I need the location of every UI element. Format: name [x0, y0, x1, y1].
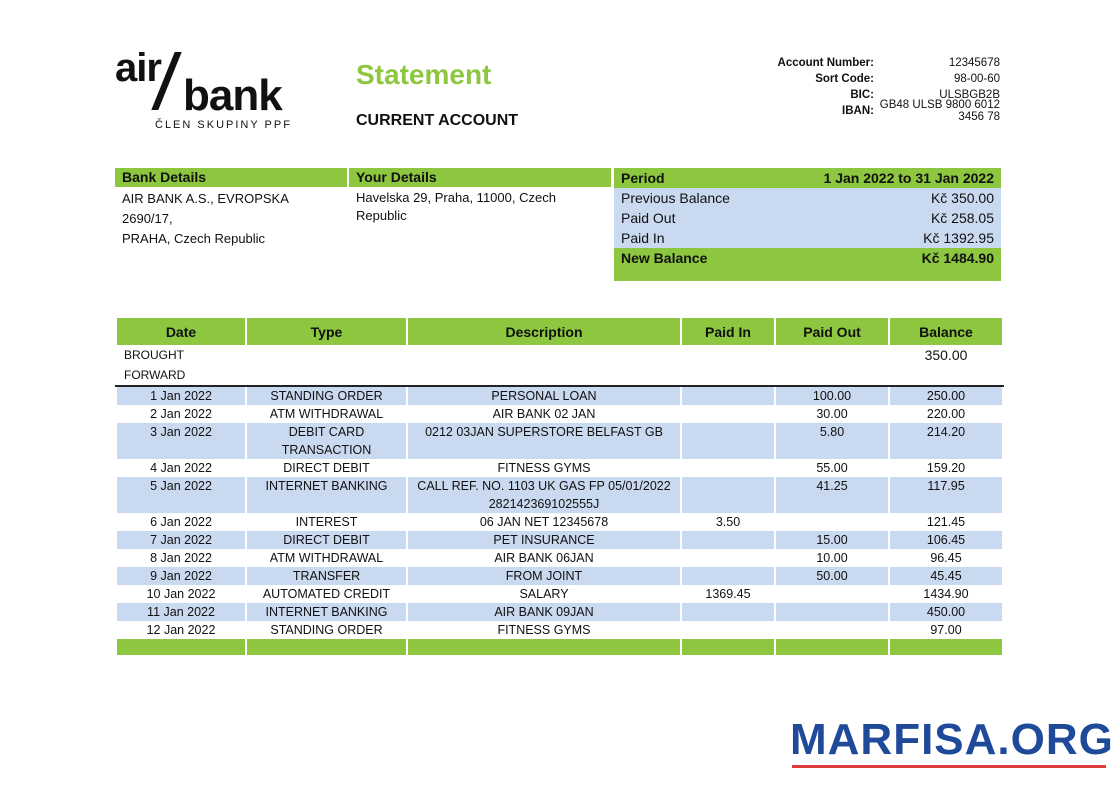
row-description: FITNESS GYMS [407, 621, 681, 639]
iban-value: GB48 ULSB 9800 6012 3456 78 [879, 99, 1000, 123]
account-number-label: Account Number: [777, 57, 874, 69]
your-details-header: Your Details [349, 168, 611, 187]
empty-cell [775, 345, 889, 386]
account-number-value: 12345678 [948, 57, 1000, 69]
table-row [116, 585, 1003, 603]
brought-forward-label: BROUGHT FORWARD [116, 345, 246, 386]
your-details-line1: Havelska 29, Praha, 11000, Czech [356, 190, 556, 205]
row-paid-out [775, 621, 889, 639]
account-type: CURRENT ACCOUNT [356, 112, 519, 129]
brought-forward-balance: 350.00 [889, 345, 1003, 386]
sort-code-label: Sort Code: [815, 73, 874, 85]
previous-balance-value: Kč 350.00 [930, 190, 994, 206]
row-paid-out: 5.80 [775, 423, 889, 459]
row-type: ATM WITHDRAWAL [246, 549, 407, 567]
iban-row [760, 99, 1000, 123]
row-date: 10 Jan 2022 [116, 585, 246, 603]
row-date: 1 Jan 2022 [116, 386, 246, 405]
table-footer-row [116, 639, 1003, 655]
your-details [349, 168, 611, 227]
watermark-underline [792, 765, 1106, 768]
logo-word-bank: bank [183, 71, 282, 120]
col-date: Date [116, 318, 246, 345]
paid-out-row [614, 208, 1001, 228]
footer-cell [246, 639, 407, 655]
row-description: PERSONAL LOAN [407, 386, 681, 405]
statement-title: Statement [356, 59, 492, 90]
row-balance: 159.20 [889, 459, 1003, 477]
marfisa-watermark: MARFISA.ORG [790, 715, 1114, 764]
table-row [116, 459, 1003, 477]
brought-forward-row [116, 345, 1003, 386]
bic-value: ULSBGB2B [939, 89, 1000, 101]
row-description: SALARY [407, 585, 681, 603]
row-description: PET INSURANCE [407, 531, 681, 549]
row-paid-out: 100.00 [775, 386, 889, 405]
bank-details [115, 168, 347, 251]
row-balance: 96.45 [889, 549, 1003, 567]
col-description: Description [407, 318, 681, 345]
row-type: INTERNET BANKING [246, 477, 407, 513]
col-paid-out: Paid Out [775, 318, 889, 345]
row-paid-in [681, 477, 775, 513]
row-paid-out: 41.25 [775, 477, 889, 513]
row-paid-out: 30.00 [775, 405, 889, 423]
account-info [760, 55, 1000, 123]
row-paid-out: 50.00 [775, 567, 889, 585]
row-paid-in [681, 459, 775, 477]
row-paid-out: 10.00 [775, 549, 889, 567]
col-balance: Balance [889, 318, 1003, 345]
footer-cell [116, 639, 246, 655]
row-date: 6 Jan 2022 [116, 513, 246, 531]
row-balance: 220.00 [889, 405, 1003, 423]
row-type: DEBIT CARD TRANSACTION [246, 423, 407, 459]
row-paid-in: 3.50 [681, 513, 775, 531]
row-date: 12 Jan 2022 [116, 621, 246, 639]
logo-word-air: air [115, 46, 161, 90]
row-description: AIR BANK 06JAN [407, 549, 681, 567]
bank-details-body [115, 187, 347, 251]
footer-cell [681, 639, 775, 655]
row-paid-out [775, 513, 889, 531]
row-type: ATM WITHDRAWAL [246, 405, 407, 423]
table-row [116, 477, 1003, 513]
row-balance: 450.00 [889, 603, 1003, 621]
row-type: AUTOMATED CREDIT [246, 585, 407, 603]
footer-cell [775, 639, 889, 655]
row-description: FROM JOINT [407, 567, 681, 585]
table-row [116, 531, 1003, 549]
table-row [116, 405, 1003, 423]
row-description: 0212 03JAN SUPERSTORE BELFAST GB [407, 423, 681, 459]
row-paid-in [681, 531, 775, 549]
row-balance: 45.45 [889, 567, 1003, 585]
row-paid-in [681, 549, 775, 567]
row-balance: 97.00 [889, 621, 1003, 639]
row-description: AIR BANK 02 JAN [407, 405, 681, 423]
row-type: DIRECT DEBIT [246, 531, 407, 549]
row-paid-out [775, 585, 889, 603]
footer-cell [407, 639, 681, 655]
col-type: Type [246, 318, 407, 345]
account-number-row [760, 55, 1000, 71]
paid-out-value: Kč 258.05 [930, 210, 994, 226]
empty-cell [681, 345, 775, 386]
bank-details-header: Bank Details [115, 168, 347, 187]
table-row [116, 549, 1003, 567]
row-date: 11 Jan 2022 [116, 603, 246, 621]
table-row [116, 386, 1003, 405]
new-balance-label: New Balance [621, 250, 708, 266]
paid-out-label: Paid Out [621, 210, 676, 226]
logo-tagline: ČLEN SKUPINY PPF [155, 119, 292, 131]
col-paid-in: Paid In [681, 318, 775, 345]
row-type: STANDING ORDER [246, 386, 407, 405]
row-paid-in: 1369.45 [681, 585, 775, 603]
row-date: 5 Jan 2022 [116, 477, 246, 513]
row-balance: 1434.90 [889, 585, 1003, 603]
period-label: Period [621, 170, 665, 186]
previous-balance-label: Previous Balance [621, 190, 730, 206]
paid-in-row [614, 228, 1001, 248]
new-balance-value: Kč 1484.90 [921, 250, 994, 266]
row-paid-in [681, 603, 775, 621]
table-row [116, 621, 1003, 639]
period-summary [614, 168, 1001, 281]
air-bank-logo [115, 48, 315, 138]
row-paid-in [681, 405, 775, 423]
row-paid-out: 55.00 [775, 459, 889, 477]
row-balance: 121.45 [889, 513, 1003, 531]
table-row [116, 603, 1003, 621]
row-paid-in [681, 386, 775, 405]
new-balance-row [614, 248, 1001, 281]
previous-balance-row [614, 188, 1001, 208]
your-details-body [349, 187, 611, 227]
table-row [116, 567, 1003, 585]
iban-label: IBAN: [842, 105, 874, 117]
row-balance: 106.45 [889, 531, 1003, 549]
row-date: 2 Jan 2022 [116, 405, 246, 423]
row-paid-in [681, 423, 775, 459]
footer-cell [889, 639, 1003, 655]
row-paid-in [681, 621, 775, 639]
row-balance: 214.20 [889, 423, 1003, 459]
row-type: STANDING ORDER [246, 621, 407, 639]
row-paid-out [775, 603, 889, 621]
period-header [614, 168, 1001, 188]
period-range: 1 Jan 2022 to 31 Jan 2022 [823, 170, 994, 186]
row-balance: 117.95 [889, 477, 1003, 513]
table-header-row [116, 318, 1003, 345]
row-type: DIRECT DEBIT [246, 459, 407, 477]
bic-label: BIC: [850, 89, 874, 101]
row-paid-out: 15.00 [775, 531, 889, 549]
row-balance: 250.00 [889, 386, 1003, 405]
row-date: 9 Jan 2022 [116, 567, 246, 585]
transactions-table [115, 318, 1004, 655]
your-details-line2: Republic [356, 208, 407, 223]
empty-cell [407, 345, 681, 386]
row-date: 4 Jan 2022 [116, 459, 246, 477]
sort-code-value: 98-00-60 [953, 73, 1000, 85]
sort-code-row [760, 71, 1000, 87]
row-description: CALL REF. NO. 1103 UK GAS FP 05/01/2022 282142369102555J [407, 477, 681, 513]
row-date: 8 Jan 2022 [116, 549, 246, 567]
empty-cell [246, 345, 407, 386]
paid-in-value: Kč 1392.95 [923, 230, 994, 246]
row-type: TRANSFER [246, 567, 407, 585]
paid-in-label: Paid In [621, 230, 665, 246]
row-description: 06 JAN NET 12345678 [407, 513, 681, 531]
row-type: INTEREST [246, 513, 407, 531]
bank-details-line1: AIR BANK A.S., EVROPSKA 2690/17, [122, 191, 289, 226]
row-date: 3 Jan 2022 [116, 423, 246, 459]
table-row [116, 423, 1003, 459]
row-paid-in [681, 567, 775, 585]
row-description: AIR BANK 09JAN [407, 603, 681, 621]
row-description: FITNESS GYMS [407, 459, 681, 477]
row-date: 7 Jan 2022 [116, 531, 246, 549]
bank-details-line2: PRAHA, Czech Republic [122, 231, 266, 246]
row-type: INTERNET BANKING [246, 603, 407, 621]
table-row [116, 513, 1003, 531]
